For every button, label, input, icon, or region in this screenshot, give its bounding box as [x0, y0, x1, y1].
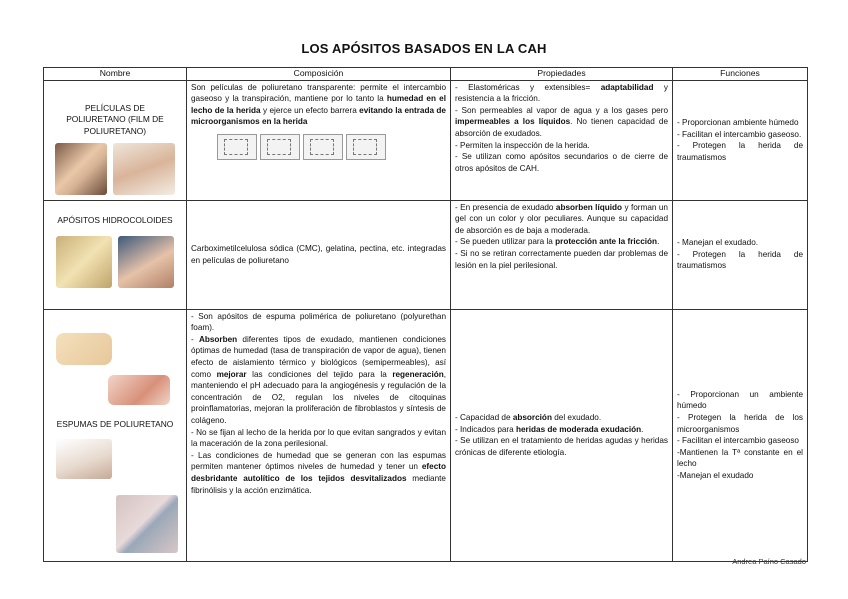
- page-title: LOS APÓSITOS BASADOS EN LA CAH: [301, 41, 547, 56]
- list-item: - Las condiciones de humedad que se generan con las espumas permiten mantener óptimos niveles de humedad y tener un efecto desbridante autolítico de los tejidos desvitalizados mediante fibrinólisis y la acción enzimática.: [191, 450, 446, 495]
- foam-tracheostomy-photo: [116, 495, 178, 553]
- list-item: - Proporcionan ambiente húmedo: [677, 117, 799, 127]
- film-composition: Son películas de poliuretano transparente: permite el intercambio gaseoso y la transpiración, mantiene por lo tanto la humedad en el lecho de la herida y ejerce un efecto barrera evitando la entrada de microorganismos en la herida: [191, 82, 446, 127]
- bold-text: heridas de moderada exudación: [516, 424, 642, 434]
- row-name-cell: [44, 80, 187, 200]
- list-item: - Permiten la inspección de la herida.: [455, 140, 590, 150]
- bold-text: adaptabilidad: [600, 82, 654, 92]
- bold-text: regeneración: [392, 369, 444, 379]
- hydrocolloid-foot-photo: [118, 236, 174, 288]
- diagram-step-4: [346, 134, 386, 160]
- foam-properties: [455, 412, 668, 458]
- bold-text: evitando la entrada de microorganismos en la herida: [191, 105, 446, 127]
- bold-text: impermeables a los líquidos: [455, 117, 571, 127]
- bold-text: absorben líquido: [555, 202, 623, 212]
- diagram-step-2: [260, 134, 300, 160]
- foam-pink-pad-photo: [108, 375, 170, 405]
- diagram-step-1: [217, 134, 257, 160]
- row-name-cell: [44, 309, 187, 561]
- list-item: - Proporcionan un ambiente húmedo: [677, 389, 803, 411]
- list-item: - Se utilizan como apósitos secundarios o de cierre de otros apósitos de CAH.: [455, 152, 668, 173]
- list-item: - Manejan el exudado.: [677, 238, 759, 248]
- functions-cell: [673, 309, 808, 561]
- list-item: - No se fijan al lecho de la herida por lo que evitan sangrados y evitan la maceración de la zona perilesional.: [191, 427, 446, 449]
- film-hand-photo: [55, 143, 107, 195]
- film-application-diagrams: [217, 134, 446, 160]
- bold-text: absorción: [512, 412, 552, 422]
- properties-cell: [451, 200, 673, 309]
- list-item: - Protegen la herida de traumatismos: [677, 249, 803, 271]
- list-item: - Se utilizan en el tratamiento de heridas agudas y heridas crónicas de diferente etiología.: [455, 436, 668, 457]
- film-functions: [677, 117, 803, 163]
- hydrocolloid-composition: Carboximetilcelulosa sódica (CMC), gelatina, pectina, etc. integradas en películas de poliuretano: [191, 244, 446, 265]
- header-nombre: Nombre: [44, 68, 187, 81]
- list-item: - Si no se retiran correctamente pueden dar problemas de lesión en la piel perilesional.: [455, 248, 668, 270]
- composition-cell: [187, 309, 451, 561]
- list-item: - Se pueden utilizar para la protección ante la fricción.: [455, 237, 660, 247]
- foam-pad-photo: [56, 333, 112, 365]
- table-row: [44, 200, 808, 309]
- bold-text: Absorben: [198, 334, 238, 344]
- row-name: APÓSITOS HIDROCOLOIDES: [57, 214, 173, 225]
- film-properties: [455, 82, 668, 175]
- row-name-cell: [44, 200, 187, 309]
- list-item: - Son permeables al vapor de agua y a los gases pero impermeables a los líquidos. No tienen capacidad de absorción de exudados.: [455, 105, 668, 138]
- header-funciones: Funciones: [673, 68, 808, 81]
- hydrocolloid-dressing-photo: [56, 236, 112, 288]
- foam-functions: [677, 389, 803, 482]
- dressings-table: [43, 67, 808, 562]
- film-photos: [48, 143, 182, 195]
- composition-cell: [187, 80, 451, 200]
- header-row: [44, 68, 808, 81]
- list-item: - Elastoméricas y extensibles= adaptabilidad y resistencia a la fricción.: [455, 82, 669, 104]
- list-item: - Facilitan el intercambio gaseoso.: [677, 129, 802, 139]
- hydrocolloid-properties: [455, 202, 668, 272]
- author-credit: Andrea Paíno Casado: [732, 557, 806, 566]
- hydrocolloid-photos: [48, 236, 182, 288]
- row-name: PELÍCULAS DE POLIURETANO (FILM DE POLIURETANO): [66, 102, 164, 136]
- functions-cell: [673, 80, 808, 200]
- diagram-step-3: [303, 134, 343, 160]
- properties-cell: [451, 80, 673, 200]
- list-item: - Indicados para heridas de moderada exudación.: [455, 424, 644, 434]
- list-item: -Manejan el exudado: [677, 470, 754, 480]
- row-name: ESPUMAS DE POLIURETANO: [56, 419, 174, 430]
- bold-text: protección ante la fricción: [555, 237, 658, 247]
- hydrocolloid-functions: [677, 237, 803, 272]
- list-item: - Capacidad de absorción del exudado.: [455, 412, 602, 422]
- foam-photos: [44, 315, 186, 555]
- foam-heel-photo: [56, 439, 112, 479]
- foam-composition: [191, 311, 446, 497]
- composition-cell: [187, 200, 451, 309]
- list-item: - En presencia de exudado absorben líquido y forman un gel con un color y olor peculiares. Aunque su capacidad de absorción es de baja a moderada.: [455, 202, 668, 235]
- header-composicion: Composición: [187, 68, 451, 81]
- header-propiedades: Propiedades: [451, 68, 673, 81]
- bold-text: efecto desbridante autolítico de los tejidos desvitalizados: [191, 462, 446, 483]
- functions-cell: [673, 200, 808, 309]
- list-item: - Son apósitos de espuma polimérica de poliuretano (polyurethan foam).: [191, 311, 446, 333]
- list-item: - Protegen la herida de los microorganismos: [677, 412, 803, 434]
- list-item: - Facilitan el intercambio gaseoso: [677, 436, 799, 446]
- list-item: - Protegen la herida de traumatismos: [677, 141, 803, 162]
- bold-text: humedad en el lecho de la herida: [191, 94, 446, 115]
- list-item: -Mantienen la Tª constante en el lecho: [677, 447, 803, 469]
- bold-text: mejorar: [216, 369, 247, 379]
- list-item: - Absorben diferentes tipos de exudado, mantienen condiciones óptimas de humedad (tasa de transpiración de vapor de agua), tienen efecto de aislamiento térmico y biológicos (semipermeables), así como mejorar las condiciones del tejido para la regeneración, manteniendo el pH adecuado para la angiogénesis y regulación de la concentración de O2, regulan los niveles de citoquinas proinflamatorias, mejoran la proliferación de fibroblastos y síntesis de colágeno.: [191, 334, 447, 425]
- table-row: [44, 309, 808, 561]
- properties-cell: [451, 309, 673, 561]
- film-application-photo: [113, 143, 175, 195]
- table-row: [44, 80, 808, 200]
